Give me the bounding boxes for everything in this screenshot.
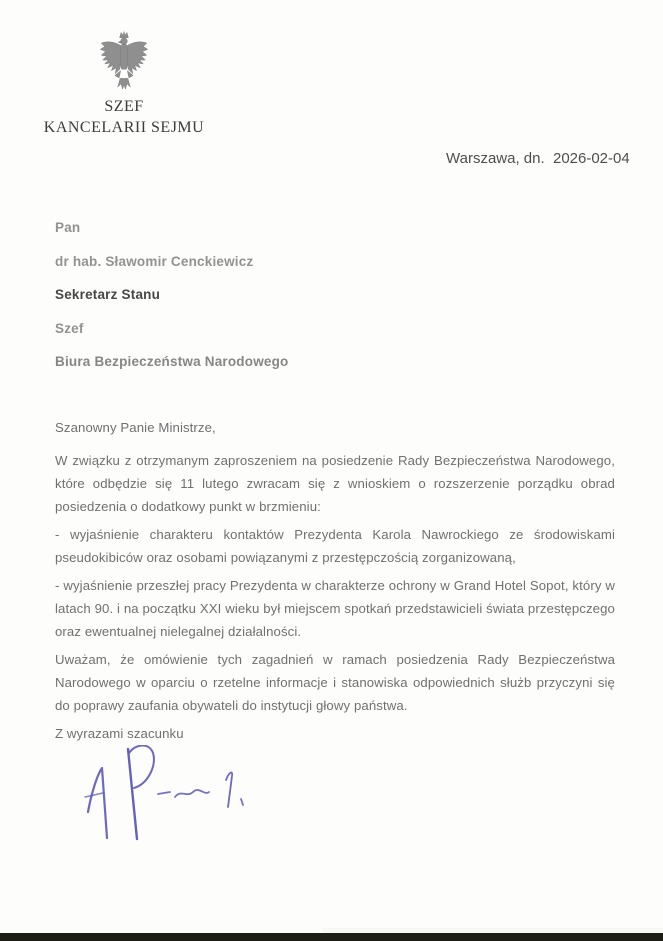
handwritten-signature	[75, 745, 265, 865]
letterhead-title-line1: SZEF	[104, 98, 144, 115]
letterhead-title	[28, 96, 220, 138]
recipient-line: Pan	[55, 220, 81, 235]
paragraph: - wyjaśnienie charakteru kontaktów Prezydenta Karola Nawrockiego ze środowiskami pseudokibiców oraz osobami powiązanymi z przestępczością zorganizowaną,	[55, 527, 615, 565]
paragraph: W związku z otrzymanym zaproszeniem na posiedzenie Rady Bezpieczeństwa Narodowego, które odbędzie się 11 lutego zwracam się z wnioskiem o rozszerzenie porządku obrad posiedzenia o dodatkowy punkt w brzmieniu:	[55, 453, 615, 514]
recipient-line: Biura Bezpieczeństwa Narodowego	[55, 354, 289, 369]
letterhead-title-line2: KANCELARII SEJMU	[43, 119, 205, 136]
paragraph: - wyjaśnienie przeszłej pracy Prezydenta w charakterze ochrony w Grand Hotel Sopot, który w latach 90. i na początku XXI wieku był miejscem spotkań przedstawicieli świata przestępczego oraz ewentualnej nielegalnej działalności.	[55, 578, 615, 639]
salutation: Szanowny Panie Ministrze,	[55, 420, 216, 435]
date-line: Warszawa, dn. 2026-02-04	[446, 150, 630, 167]
recipient-block	[55, 221, 289, 389]
polish-eagle-emblem	[98, 31, 150, 91]
scan-edge-artifact	[0, 933, 663, 941]
recipient-line: Szef	[55, 320, 84, 336]
recipient-line: dr hab. Sławomir Cenckiewicz	[55, 253, 254, 269]
recipient-line: Sekretarz Stanu	[55, 287, 161, 302]
letter-body	[55, 416, 615, 745]
paragraph: Uważam, że omówienie tych zagadnień w ramach posiedzenia Rady Bezpieczeństwa Narodowego w oparciu o rzetelne informacje i stanowiska odpowiednich służb przyczyni się do poprawy zaufania obywateli do instytucji głowy państwa.	[55, 652, 615, 713]
closing: Z wyrazami szacunku	[55, 726, 184, 741]
